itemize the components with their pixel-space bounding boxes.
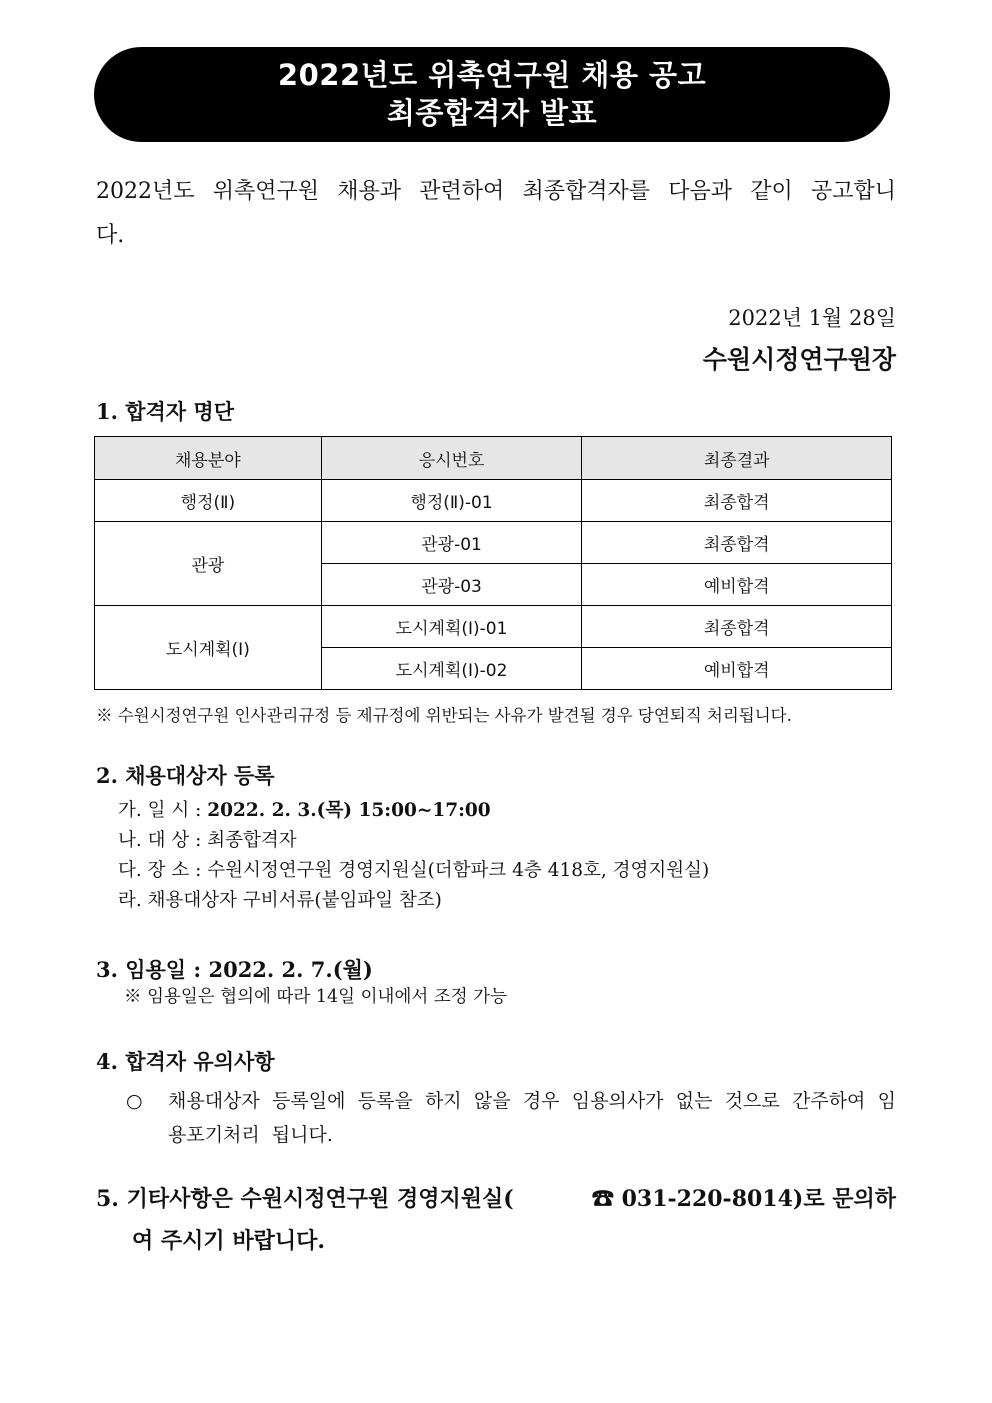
cell-result: 예비합격	[582, 564, 892, 606]
contact-prefix: 5. 기타사항은 수원시정연구원 경영지원실(	[96, 1186, 514, 1212]
title-line-2: 최종합격자 발표	[386, 96, 598, 130]
section-1-title: 1. 합격자 명단	[96, 399, 234, 424]
issuer-name: 수원시정연구원장	[702, 345, 896, 374]
contact-info	[96, 1178, 896, 1262]
section-2-title: 2. 채용대상자 등록	[96, 763, 275, 788]
item-label: 라.	[118, 890, 148, 911]
registration-item-documents	[118, 886, 442, 912]
result-table	[94, 436, 892, 690]
table-note: ※ 수원시정연구원 인사관리규정 등 제규정에 위반되는 사유가 발견될 경우 당연퇴직 처리됩니다.	[96, 706, 792, 725]
cell-number: 관광-01	[321, 522, 582, 564]
cell-result: 최종합격	[582, 606, 892, 648]
item-value: 최종합격자	[207, 830, 297, 851]
table-header-row	[95, 437, 892, 480]
cell-result: 예비합격	[582, 648, 892, 690]
item-value: 2022. 2. 3.(목) 15:00~17:00	[207, 800, 491, 821]
item-label: 나. 대 상 :	[118, 830, 208, 851]
column-header-number: 응시번호	[321, 437, 582, 480]
registration-item-target	[118, 826, 297, 852]
section-4-title: 4. 합격자 유의사항	[96, 1049, 275, 1074]
item-label: 가. 일 시 :	[118, 800, 208, 821]
contact-line-2: 여 주시기 바랍니다.	[132, 1228, 325, 1254]
cell-number: 관광-03	[321, 564, 582, 606]
cell-number: 행정(Ⅱ)-01	[321, 480, 582, 522]
cell-result: 최종합격	[582, 522, 892, 564]
intro-paragraph: 2022년도 위촉연구원 채용과 관련하여 최종합격자를 다음과 같이 공고합니다.	[96, 179, 896, 248]
table-row	[95, 480, 892, 522]
column-header-result: 최종결과	[582, 437, 892, 480]
circle-bullet-icon: ○	[126, 1090, 143, 1112]
table-row	[95, 522, 892, 564]
cell-field: 관광	[95, 522, 322, 606]
column-header-field: 채용분야	[95, 437, 322, 480]
notice-text: 채용대상자 등록일에 등록을 하지 않을 경우 임용의사가 없는 것으로 간주하여 임용포기처리 됩니다.	[168, 1090, 896, 1146]
cell-field: 도시계획(Ⅰ)	[95, 606, 322, 690]
contact-phone: 031-220-8014)로 문의하	[613, 1186, 896, 1212]
table-row	[95, 606, 892, 648]
cell-number: 도시계획(Ⅰ)-01	[321, 606, 582, 648]
item-value: 수원시정연구원 경영지원실(더함파크 4층 418호, 경영지원실)	[207, 860, 710, 881]
announcement-date: 2022년 1월 28일	[728, 306, 896, 330]
cell-result: 최종합격	[582, 480, 892, 522]
item-label: 다. 장 소 :	[118, 860, 208, 881]
cell-number: 도시계획(Ⅰ)-02	[321, 648, 582, 690]
title-line-1: 2022년도 위촉연구원 채용 공고	[277, 58, 707, 92]
notice-item	[126, 1084, 896, 1152]
section-3-title: 3. 임용일 : 2022. 2. 7.(월)	[96, 957, 373, 982]
registration-item-time	[118, 796, 491, 822]
appointment-note: ※ 임용일은 협의에 따라 14일 이내에서 조정 가능	[124, 987, 507, 1007]
registration-item-place	[118, 856, 709, 882]
item-value: 채용대상자 구비서류(붙임파일 참조)	[147, 890, 442, 911]
phone-icon: ☎	[591, 1186, 614, 1212]
cell-field: 행정(Ⅱ)	[95, 480, 322, 522]
title-banner	[94, 47, 890, 142]
